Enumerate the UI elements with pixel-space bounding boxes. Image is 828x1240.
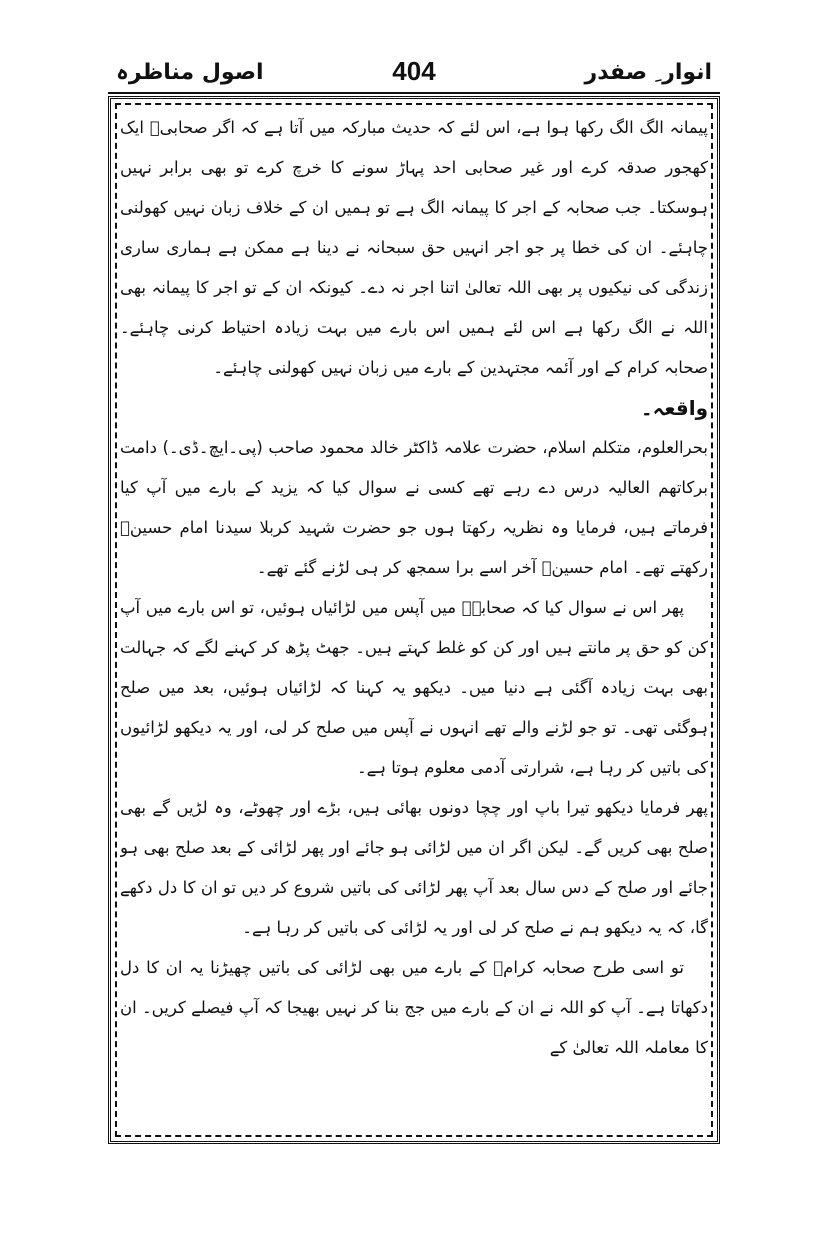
header-divider (108, 92, 720, 94)
book-title: انوار ِ صفدر (584, 60, 712, 85)
paragraph-intro: پیمانہ الگ الگ رکھا ہوا ہے، اس لئے کہ حدیث مبارکہ میں آتا ہے کہ اگر صحابیؓ ایک کھجور صدقہ کرے اور غیر صحابی احد پہاڑ سونے کا خرچ کرے تو بھی برابر نہیں ہوسکتا۔ جب صحابہ کے اجر کا پیمانہ الگ ہے تو ہمیں ان کے خلاف زبان نہیں کھولنی چاہئے۔ ان کی خطا پر جو اجر انہیں حق سبحانہ نے دینا ہے ممکن ہے ہماری ساری زندگی کی نیکیوں پر بھی اللہ تعالیٰ اتنا اجر نہ دے۔ کیونکہ ان کے تو اجر کا پیمانہ بھی اللہ نے الگ رکھا ہے اس لئے ہمیں اس بارے میں بہت زیادہ احتیاط کرنی چاہئے۔ صحابہ کرام کے اور آئمہ مجتہدین کے بارے میں زبان نہیں کھولنی چاہئے۔ (120, 118, 708, 377)
section-heading: واقعہ۔ (640, 396, 708, 420)
paragraph-question: پھر اس نے سوال کیا کہ صحابہؓ میں آپس میں لڑائیاں ہوئیں، تو اس بارے میں آپ کن کو حق پر مانتے ہیں اور کن کو غلط کہتے ہیں۔ جھٹ پڑھ کر کہنے لگے کہ جہالت بھی بہت زیادہ آگئی ہے دنیا میں۔ دیکھو یہ کہنا کہ لڑائیاں ہوئیں، بعد میں صلح ہوگئی تھی۔ تو جو لڑنے والے تھے انہوں نے آپس میں صلح کر لی، اور یہ دیکھو لڑائیوں کی باتیں کر رہا ہے، شرارتی آدمی معلوم ہوتا ہے۔ (120, 598, 708, 777)
paragraph-conclusion: تو اسی طرح صحابہ کرامؓ کے بارے میں بھی لڑائی کی باتیں چھیڑنا یہ ان کا دل دکھاتا ہے۔ آپ کو اللہ نے ان کے بارے میں جج بنا کر نہیں بھیجا کہ آپ فیصلے کریں۔ ان کا معاملہ اللہ تعالیٰ کے (120, 958, 708, 1057)
paragraph-example: پھر فرمایا دیکھو تیرا باپ اور چچا دونوں بھائی ہیں، بڑے اور چھوٹے، وہ لڑیں گے بھی صلح بھی کریں گے۔ لیکن اگر ان میں لڑائی ہو جائے اور پھر لڑائی کے بعد صلح بھی ہو جائے اور صلح کے دس سال بعد آپ پھر لڑائی کی باتیں شروع کر دیں تو ان کا دل دکھے گا، کہ یہ دیکھو ہم نے صلح کر لی اور یہ لڑائی کی باتیں کر رہا ہے۔ (120, 798, 708, 937)
paragraph-incident: بحرالعلوم، متکلم اسلام، حضرت علامہ ڈاکٹر خالد محمود صاحب (پی۔ایچ۔ڈی۔) دامت برکاتھم العالیہ درس دے رہے تھے کسی نے سوال کیا کہ یزید کے بارے میں آپ کیا فرماتے ہیں، فرمایا وہ نظریہ رکھتا ہوں جو حضرت شہید کربلا سیدنا امام حسینؓ رکھتے تھے۔ امام حسینؓ آخر اسے برا سمجھ کر ہی لڑنے گئے تھے۔ (120, 438, 708, 577)
page-header (108, 52, 720, 92)
page-body (120, 108, 708, 1138)
chapter-title: اصول مناظرہ (116, 60, 264, 85)
page-number: 404 (392, 56, 436, 86)
